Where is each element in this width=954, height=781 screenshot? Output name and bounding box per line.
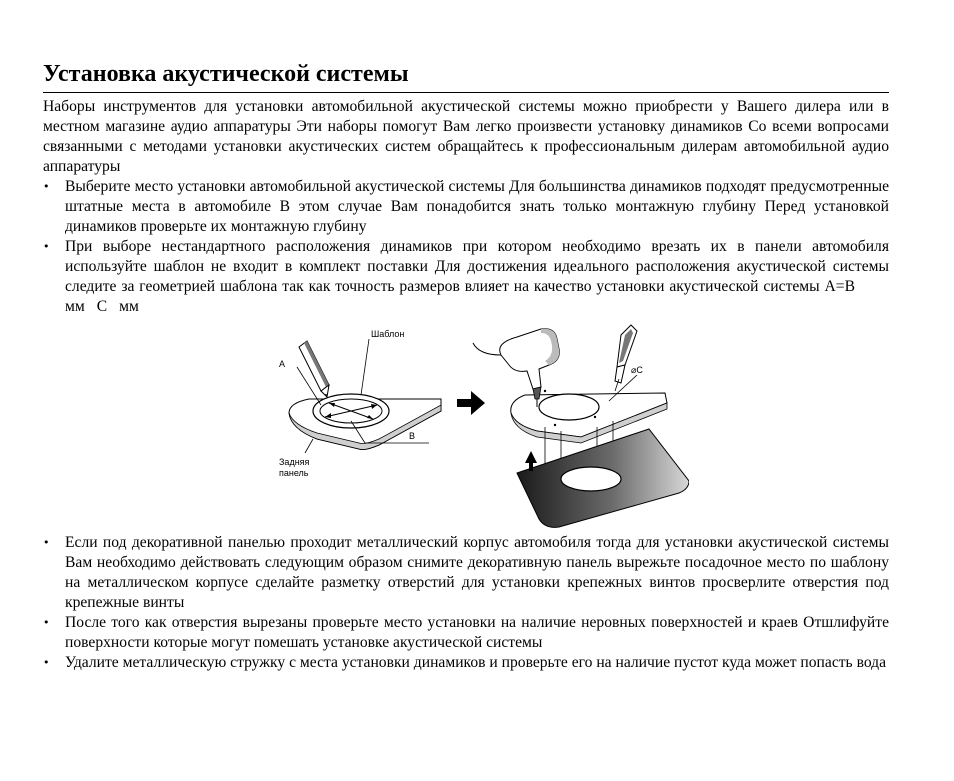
dimension-c-label: С (96, 298, 108, 315)
dimension-unit-mm-2: мм (119, 298, 139, 315)
bullet-icon: • (43, 240, 50, 253)
list-item (43, 653, 889, 673)
list-item (43, 533, 889, 613)
installation-illustration (43, 321, 889, 533)
list-item-text: Удалите металлическую стружку с места установки динамиков и проверьте его на наличие пустот куда может попасть вода (65, 654, 887, 671)
page-title: Установка акустической системы (43, 58, 889, 93)
list-item-text: Если под декоративной панелью проходит металлический корпус автомобиля тогда для установки акустической системы Вам необходимо действовать следующим образом снимите декоративную панель вырежьте посадочное место по шаблону на металлическом корпусе сделайте разметку отверстий для установки крепежных винтов просверлите отверстия под крепежные винты (65, 534, 889, 611)
list-item-text: При выборе нестандартного расположения динамиков при котором необходимо врезать их в панели автомобиля используйте шаблон не входит в комплект поставки Для достижения идеального расположения акустической системы следите за геометрией шаблона так как точность размеров влияет на качество установки акустической системы А=В (65, 238, 889, 295)
page-content (43, 58, 889, 673)
list-item (43, 177, 889, 237)
list-item-text: Выберите место установки автомобильной акустической системы Для большинства динамиков подходят предусмотренные штатные места в автомобиле В этом случае Вам понадобится знать только монтажную глубину Перед установкой динамиков проверьте их монтажную глубину (65, 178, 889, 235)
installation-diagram (269, 321, 689, 533)
left-panel-drawing (279, 329, 441, 478)
label-rear-panel-1: Задняя (279, 457, 310, 467)
bullet-list-top (43, 177, 889, 317)
label-a: A (279, 359, 286, 369)
bullet-icon: • (43, 180, 50, 193)
list-item (43, 237, 889, 317)
label-b: B (409, 431, 416, 441)
label-diameter-c: ⌀C (631, 365, 643, 375)
bullet-icon: • (43, 536, 50, 549)
intro-paragraph: Наборы инструментов для установки автомобильной акустической системы можно приобрести у Вашего дилера или в местном магазине аудио аппаратуры Эти наборы помогут Вам легко произвести установку динамиков Со всеми вопросами связанными с методами установки акустических систем обращайтесь к профессиональным дилерам автомобильной аудио аппаратуры (43, 98, 889, 175)
right-panel-drawing (473, 325, 689, 527)
dimension-unit-mm: мм (65, 298, 85, 315)
label-template: Шаблон (371, 329, 405, 339)
list-item-text: После того как отверстия вырезаны проверьте место установки на наличие неровных поверхностей и краев Отшлифуйте поверхности которые могут помешать установке акустической системы (65, 614, 889, 651)
bullet-list-bottom (43, 533, 889, 673)
bullet-icon: • (43, 616, 50, 629)
arrow-right-icon (457, 391, 485, 415)
list-item (43, 613, 889, 653)
bullet-icon: • (43, 656, 50, 669)
label-rear-panel-2: панель (279, 468, 309, 478)
